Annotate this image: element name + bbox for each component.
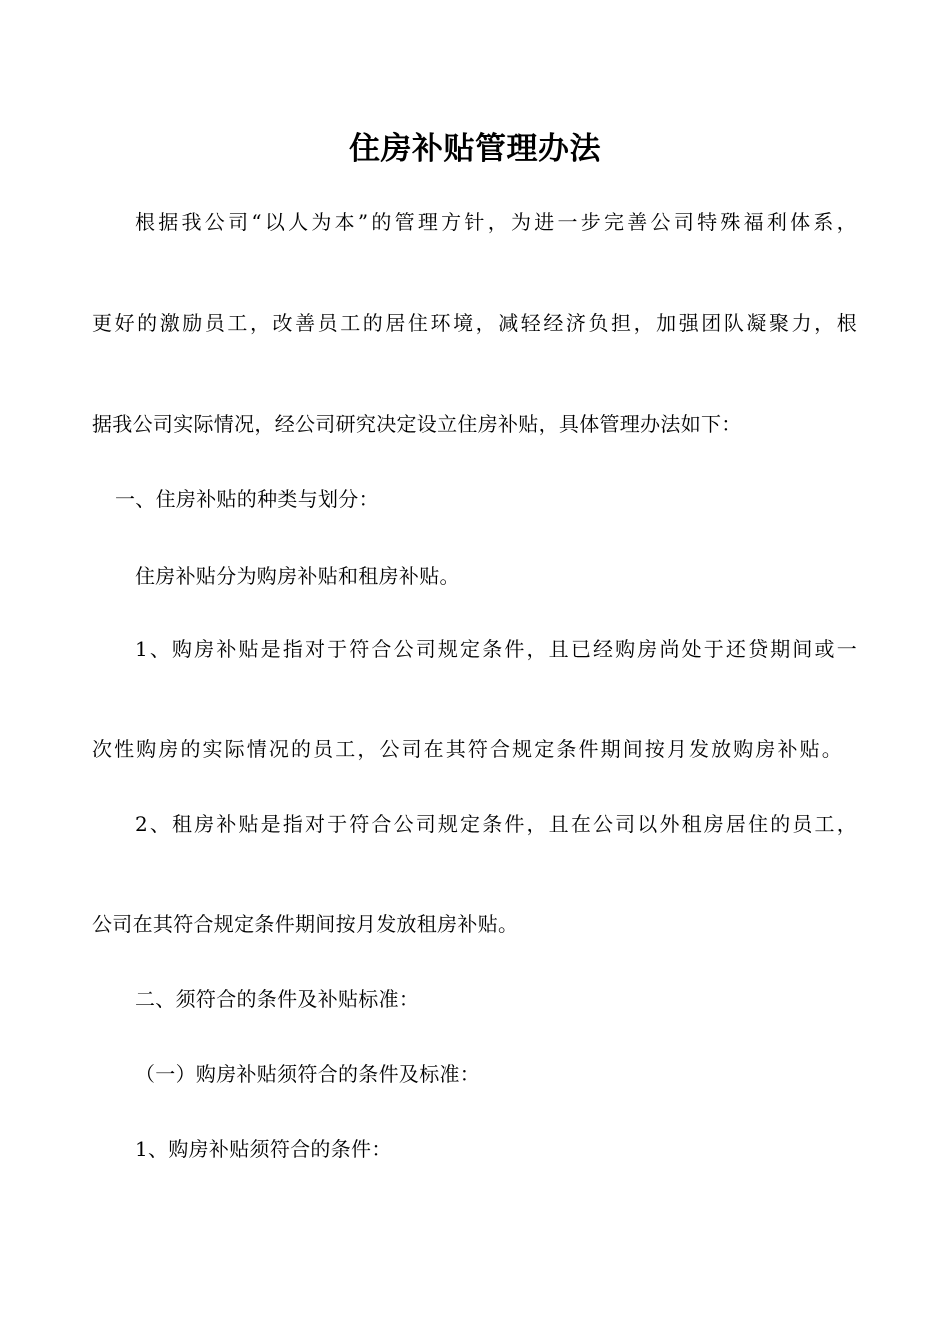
- section-2-sub-1-heading: （一）购房补贴须符合的条件及标准：: [135, 1062, 481, 1086]
- intro-line-2: 更好的激励员工，改善员工的居住环境，减轻经济负担，加强团队凝聚力，根: [92, 311, 857, 335]
- section-2-heading: 二、须符合的条件及补贴标准：: [135, 987, 420, 1011]
- section-1-summary: 住房补贴分为购房补贴和租房补贴。: [135, 564, 460, 588]
- section-2-sub-1-item-1: 1、购房补贴须符合的条件：: [135, 1137, 392, 1161]
- intro-line-3: 据我公司实际情况，经公司研究决定设立住房补贴，具体管理办法如下：: [92, 412, 742, 436]
- section-1-item-2-line-2: 公司在其符合规定条件期间按月发放租房补贴。: [92, 912, 519, 936]
- section-1-item-2-line-1: 2、租房补贴是指对于符合公司规定条件，且在公司以外租房居住的员工，: [135, 812, 857, 836]
- section-1-heading: 一、住房补贴的种类与划分：: [115, 487, 379, 511]
- intro-line-1: 根据我公司“以人为本”的管理方针，为进一步完善公司特殊福利体系，: [135, 210, 857, 234]
- document-title: 住房补贴管理办法: [349, 131, 601, 167]
- section-1-item-1-line-1: 1、购房补贴是指对于符合公司规定条件，且已经购房尚处于还贷期间或一: [135, 637, 857, 661]
- section-1-item-1-line-2: 次性购房的实际情况的员工，公司在其符合规定条件期间按月发放购房补贴。: [92, 737, 842, 761]
